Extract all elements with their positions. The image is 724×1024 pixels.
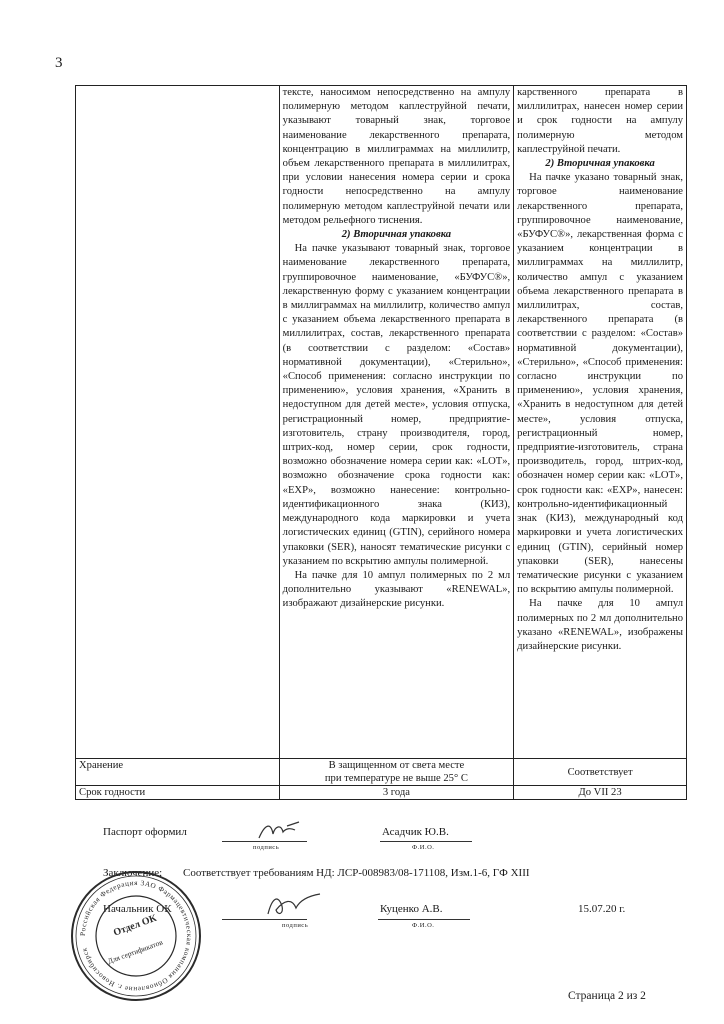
head-sign-line [222,919,307,920]
requirement-secondary-body: На пачке указывают товарный знак, торговое наименование лекарственного препарата, группировочное наименование, «БУФУС®», лекарственную форму с указанием концентрации в миллиграммах на миллилитр, количество ампул с указанием объема лекарственного препарата в миллилитрах, состав, лекарственного препарата (в соответствии с разделом: «Состав» нормативной документации), «Стерильно», «Способ применения: согласно инструкции по применению», условия хранения, «Хранить в недоступном для детей месте», условия отпуска, регистрационный номер, предприятие-изготовитель, страну производителя, город, штрих-код, номер серии, срок годности, возможно обозначение номера серии как: «LOT», возможно обозначение срока годности как: «EXP», возможно нанесение: контрольно-идентификационного знака (КИЗ), международного кода маркировки и учета логистических единиц (GTIN), серийного номера упаковки (SER), наносят тематические рисунки с указанием по вскрытию ампулы полимерной. [282,243,511,567]
head-label: Начальник ОК [103,903,172,915]
head-signature-icon [262,888,332,922]
passport-name-caption: Ф.И.О. [412,844,435,851]
svg-text:Российская Федерация ЗАО Фарма [79,879,193,993]
passport-name: Асадчик Ю.В. [382,826,449,838]
passport-signature-icon [255,818,315,844]
cell-requirement-labeling [279,86,514,759]
storage-label: Хранение [76,759,280,786]
conclusion-label: Заключение: [103,867,163,879]
shelf-life-requirement: 3 года [279,786,514,800]
document-date: 15.07.20 г. [578,903,626,915]
result-renewal-note: На пачке для 10 ампул полимерных по 2 мл дополнительно указано «RENEWAL», изображены дизайнерские рисунки. [517,598,683,652]
result-secondary-header: 2) Вторичная упаковка [545,158,655,170]
stamp-mid-text: Отдел ОК [112,912,159,939]
company-stamp-icon [66,866,206,1006]
passport-sign-line [222,841,307,842]
head-name: Куценко А.В. [380,903,443,915]
cell-label-empty [76,86,280,759]
result-primary-tail: карственного препарата в миллилитрах, нанесен номер серии и срок годности на ампулу полимерную методом каплеструйной печати. [517,87,683,155]
storage-requirement-line1: В защищенном от света месте [328,760,465,771]
head-name-caption: Ф.И.О. [412,922,435,929]
result-secondary-body: На пачке указано товарный знак, торговое наименование лекарственного препарата, группировочное наименование, «БУФУС®», лекарственная форма с указанием концентрации в миллиграммах на миллилитр, количество ампул с указанием объема лекарственного препарата в миллилитрах, состав, лекарственного препарата (в соответствии с разделом: «Состав» нормативной документации), «Стерильно», «Способ применения: согласно инструкции по применению», условия хранения, «Хранить в недоступном для детей месте», условия отпуска, регистрационный номер, предприятие-изготовитель, страна производитель, город, штрих-код, обозначен номер серии как: «LOT», срок годности как: «EXP», нанесен: контрольно-идентификационный знак (КИЗ), международный код маркировки и учета логистических единиц (GTIN), серийный номер упаковки (SER), нанесены тематические рисунки с указанием по вскрытию ампулы полимерной. [517,172,683,596]
specification-table [75,85,687,800]
passport-sign-caption: подпись [253,844,280,851]
head-name-line [378,919,470,920]
stamp-center-text: Для сертификатов [106,937,164,966]
storage-requirement [279,759,514,786]
conclusion-text: Соответствует требованиям НД: ЛСР-008983/08-171108, Изм.1-6, ГФ XIII [183,867,530,879]
passport-name-line [380,841,472,842]
shelf-life-label: Срок годности [76,786,280,800]
shelf-life-result: До VII 23 [514,786,687,800]
requirement-primary-tail: тексте, наносимом непосредственно на ампулу полимерную методом каплеструйной печати, указывают товарный знак, торговое наименование лекарственного препарата, концентрацию в миллиграммах на миллилитр, объем лекарственного препарата в миллилитрах, при условии нанесения номера серии и срока годности непосредственно на ампулу полимерную методом каплеструйной печати или методом рельефного тиснения. [282,87,511,226]
table-row-storage [76,759,687,786]
stamp-ring-text: Российская Федерация ЗАО Фармацевтическая компания Обновление г. Новосибирск [78,878,194,994]
passport-label: Паспорт оформил [103,826,187,838]
table-row-shelf-life [76,786,687,800]
page-number: Страница 2 из 2 [568,990,646,1002]
requirement-secondary-header: 2) Вторичная упаковка [341,229,452,241]
table-row-labeling [76,86,687,759]
storage-result: Соответствует [514,759,687,786]
storage-requirement-line2: при температуре не выше 25° С [324,773,468,784]
head-sign-caption: подпись [282,922,309,929]
page-handwritten-mark: 3 [55,55,63,71]
requirement-renewal-note: На пачке для 10 ампул полимерных по 2 мл дополнительно указывают «RENEWAL», изображают дизайнерские рисунки. [282,569,511,610]
cell-result-labeling [514,86,687,759]
